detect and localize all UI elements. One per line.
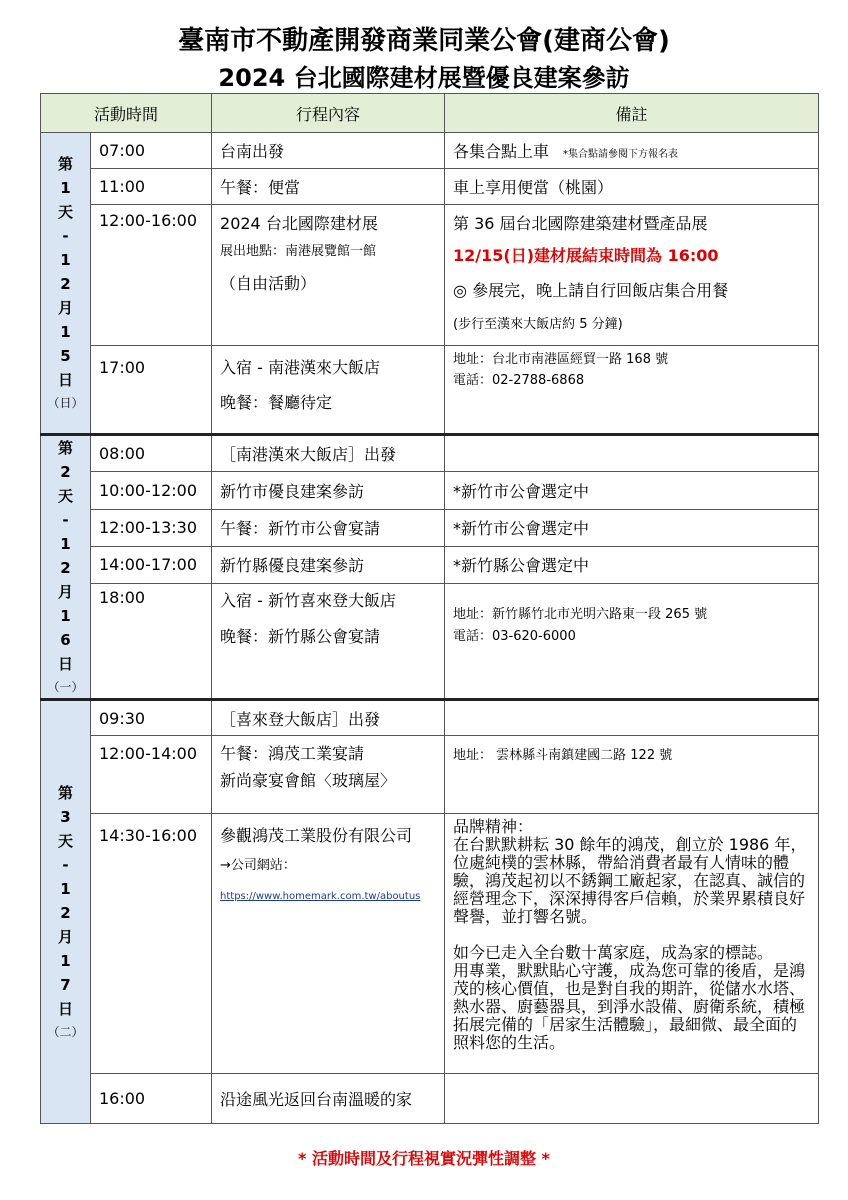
table-row xyxy=(41,346,819,435)
document-title: 臺南市不動產開發商業同業公會(建商公會) xyxy=(178,26,670,56)
content-cell: 新竹市優良建案參訪 xyxy=(212,472,445,509)
content-cell: 參觀鴻茂工業股份有限公司 →公司網站： https://www.homemark.com.tw/aboutus xyxy=(212,814,445,1074)
content-cell: 新竹縣優良建案參訪 xyxy=(212,546,445,583)
note-cell xyxy=(445,700,819,736)
content-cell: 2024 台北國際建材展 展出地點：南港展覽館一館 （自由活動） xyxy=(212,205,445,346)
content-cell: ［喜來登大飯店］出發 xyxy=(212,700,445,736)
table-header-row xyxy=(41,94,819,133)
header-time: 活動時間 xyxy=(41,94,212,133)
time-cell: 14:00-17:00 xyxy=(91,546,212,583)
document-subtitle: 2024 台北國際建材展暨優良建案參訪 xyxy=(218,64,630,92)
note-cell: 車上享用便當（桃園） xyxy=(445,169,819,205)
note-cell xyxy=(445,435,819,472)
content-cell: 午餐：便當 xyxy=(212,169,445,205)
footer-note: * 活動時間及行程視實況彈性調整 * xyxy=(298,1149,550,1168)
time-cell: 10:00-12:00 xyxy=(91,472,212,509)
note-cell: 地址：台北市南港區經貿一路 168 號 電話：02-2788-6868 xyxy=(445,346,819,435)
note-cell: 地址：新竹縣竹北市光明六路東一段 265 號 電話：03-620-6000 xyxy=(445,584,819,700)
table-row xyxy=(41,509,819,546)
note-cell xyxy=(445,1074,819,1124)
table-row xyxy=(41,472,819,509)
table-row xyxy=(41,1074,819,1124)
note-cell: 品牌精神： 在台默默耕耘 30 餘年的鴻茂，創立於 1986 年，位處純樸的雲林縣，帶給消費者最有人情味的體驗，鴻茂起初以不銹鋼工廠起家，在認真、誠信的經營理念下，深深搏得客戶信賴，於業界累積良好聲譽，並打響名號。 如今已走入全台數十萬家庭，成為家的標誌。 用專業，默默貼心守護，成為您可靠的後盾，是鴻茂的核心價值，也是對自我的期許，從儲水水塔、熱水器、廚藝器具，到淨水設備、廚衛系統，積極拓展完備的「居家生活體驗」，最細微、最全面的照料您的生活。 xyxy=(445,814,819,1074)
table-row xyxy=(41,546,819,583)
header-note: 備註 xyxy=(445,94,819,133)
table-row xyxy=(41,205,819,346)
day2-label: 第 2 天 - 1 2 月 1 6 日 （一） xyxy=(41,435,91,700)
header-content: 行程內容 xyxy=(212,94,445,133)
note-cell: 地址： 雲林縣斗南鎮建國二路 122 號 xyxy=(445,736,819,814)
time-cell: 14:30-16:00 xyxy=(91,814,212,1074)
time-cell: 07:00 xyxy=(91,133,212,169)
table-row xyxy=(41,814,819,1074)
content-cell: 入宿 - 新竹喜來登大飯店 晚餐：新竹縣公會宴請 xyxy=(212,584,445,700)
time-cell: 09:30 xyxy=(91,700,212,736)
content-cell: 台南出發 xyxy=(212,133,445,169)
time-cell: 18:00 xyxy=(91,584,212,700)
note-cell: 各集合點上車 *集合點請參閱下方報名表 xyxy=(445,133,819,169)
note-cell: *新竹市公會選定中 xyxy=(445,509,819,546)
table-row xyxy=(41,133,819,169)
itinerary-table xyxy=(40,93,819,1124)
content-cell: 入宿 - 南港漢來大飯店 晚餐：餐廳待定 xyxy=(212,346,445,435)
time-cell: 16:00 xyxy=(91,1074,212,1124)
time-cell: 08:00 xyxy=(91,435,212,472)
day3-label: 第 3 天 - 1 2 月 1 7 日 （二） xyxy=(41,700,91,1124)
table-row xyxy=(41,435,819,472)
time-cell: 12:00-16:00 xyxy=(91,205,212,346)
table-row xyxy=(41,736,819,814)
content-cell: 沿途風光返回台南溫暖的家 xyxy=(212,1074,445,1124)
content-cell: 午餐：鴻茂工業宴請 新尚豪宴會館〈玻璃屋〉 xyxy=(212,736,445,814)
note-cell: *新竹縣公會選定中 xyxy=(445,546,819,583)
company-website-link[interactable]: https://www.homemark.com.tw/aboutus xyxy=(220,891,421,902)
content-cell: ［南港漢來大飯店］出發 xyxy=(212,435,445,472)
day1-label: 第 1 天 - 1 2 月 1 5 日 （日） xyxy=(41,133,91,435)
note-cell: *新竹市公會選定中 xyxy=(445,472,819,509)
note-cell: 第 36 屆台北國際建築建材暨產品展 12/15(日)建材展結束時間為 16:00 ◎ 參展完，晚上請自行回飯店集合用餐 (步行至漢來大飯店約 5 分鐘) xyxy=(445,205,819,346)
table-row xyxy=(41,169,819,205)
time-cell: 12:00-14:00 xyxy=(91,736,212,814)
time-cell: 11:00 xyxy=(91,169,212,205)
table-row xyxy=(41,584,819,700)
time-cell: 12:00-13:30 xyxy=(91,509,212,546)
table-row xyxy=(41,700,819,736)
time-cell: 17:00 xyxy=(91,346,212,435)
content-cell: 午餐：新竹市公會宴請 xyxy=(212,509,445,546)
